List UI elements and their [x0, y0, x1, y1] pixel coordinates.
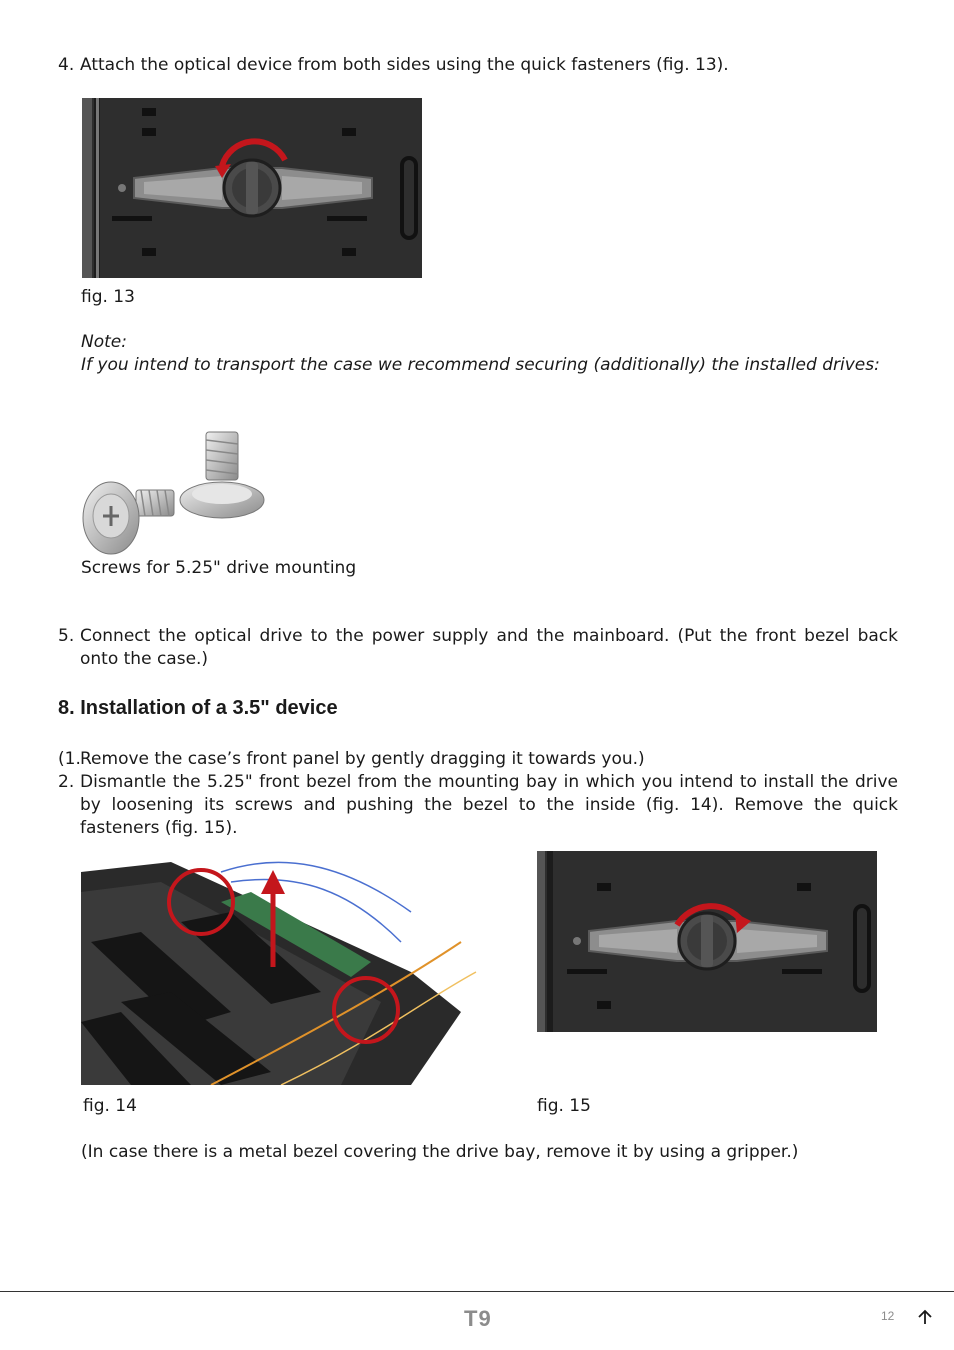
note-title: Note: [81, 332, 127, 352]
step-number: (1. [58, 749, 81, 769]
step-5 [58, 625, 898, 671]
brand-logo: T9 [464, 1306, 492, 1331]
section-number: 8. [58, 697, 75, 719]
fig-15-caption: fig. 15 [537, 1096, 591, 1116]
footer-divider [0, 1291, 954, 1292]
step-4 [58, 54, 898, 77]
step-number: 2. [58, 772, 75, 792]
fig-14-caption: fig. 14 [83, 1096, 137, 1116]
step-1 [58, 748, 898, 771]
screws-caption: Screws for 5.25" drive mounting [81, 558, 357, 578]
page-number: 12 [881, 1309, 895, 1323]
screws-image [81, 428, 266, 556]
step-2 [58, 771, 898, 840]
fig-13-image [82, 98, 422, 278]
quick-fastener-photo [82, 98, 422, 278]
screws-photo [81, 428, 266, 556]
section-heading [58, 697, 338, 720]
step-text: Connect the optical drive to the power supply and the mainboard. (Put the front bezel back onto the case.) [80, 626, 898, 669]
step-text: Attach the optical device from both sides using the quick fasteners (fig. 13). [80, 55, 729, 75]
step-number: 5. [58, 626, 75, 646]
step-text: Dismantle the 5.25" front bezel from the mounting bay in which you intend to install the drive by loosening its screws and pushing the bezel to the inside (fig. 14). Remove the quick fasteners (fig. 15). [80, 772, 898, 838]
fig-15-image [537, 851, 877, 1032]
arrow-up-icon[interactable] [917, 1309, 933, 1325]
step-number: 4. [58, 55, 75, 75]
quick-fastener-removal-photo [537, 851, 877, 1032]
note-text: If you intend to transport the case we recommend securing (additionally) the installed drives: [81, 355, 880, 375]
step-text: Remove the case’s front panel by gently dragging it towards you.) [80, 749, 645, 769]
front-bezel-photo [81, 852, 481, 1085]
fig-14-image [81, 852, 481, 1085]
metal-bezel-note: (In case there is a metal bezel covering the drive bay, remove it by using a gripper.) [81, 1142, 799, 1162]
fig-13-caption: fig. 13 [81, 287, 135, 307]
section-title: Installation of a 3.5" device [80, 697, 338, 719]
